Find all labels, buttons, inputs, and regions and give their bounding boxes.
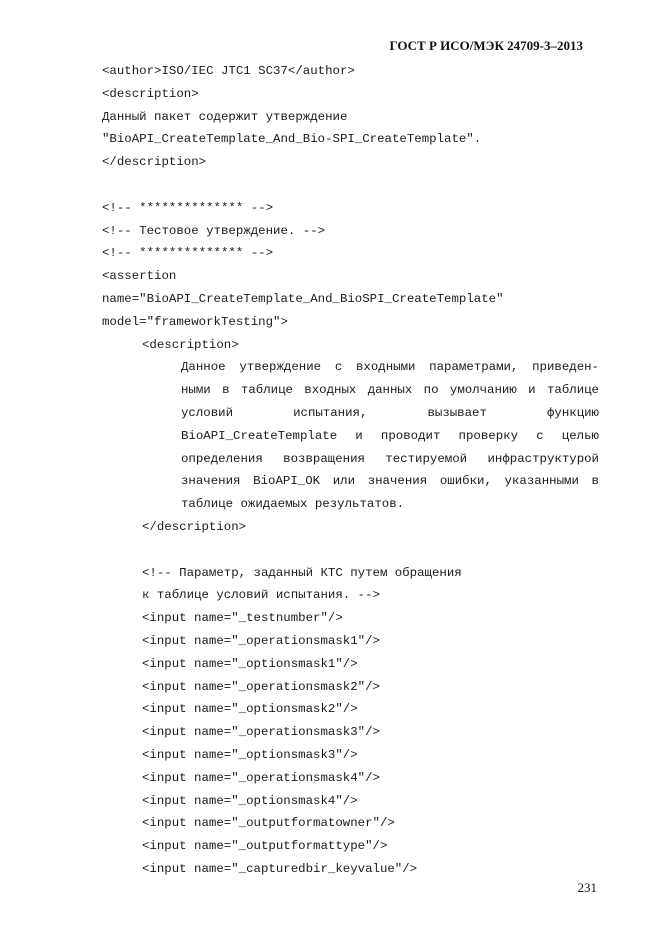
inner-description-line: определения возвращения тестируемой инфраструктурой xyxy=(181,451,599,466)
blank-line xyxy=(102,174,602,197)
input-tag-line: <input name="_outputformattype"/> xyxy=(142,839,388,854)
description-close-tag: </description> xyxy=(102,155,207,170)
inner-description-line: BioAPI_CreateTemplate и проводит проверку с целью xyxy=(181,428,599,443)
comment-stars-line: <!-- ************** --> xyxy=(102,200,274,215)
inner-description-line: условий испытания, вызывает функцию xyxy=(181,405,599,420)
comment-test-line: <!-- Тестовое утверждение. --> xyxy=(102,223,326,238)
inner-description-line: ными в таблице входных данных по умолчанию и таблице xyxy=(181,383,599,398)
input-tag-line: <input name="_operationsmask1"/> xyxy=(142,633,380,648)
assertion-model-attr: model="frameworkTesting"> xyxy=(102,314,288,329)
input-tag-line: <input name="_operationsmask2"/> xyxy=(142,679,380,694)
input-tag-line: <input name="_optionsmask3"/> xyxy=(142,747,358,762)
description-open-tag: <description> xyxy=(102,86,199,101)
inner-description-open-tag: <description> xyxy=(142,337,239,352)
code-listing xyxy=(102,60,602,881)
input-tag-line: <input name="_operationsmask3"/> xyxy=(142,725,380,740)
input-tag-line: <input name="_optionsmask2"/> xyxy=(142,702,358,717)
author-line: <author>ISO/IEC JTC1 SC37</author> xyxy=(102,64,355,78)
input-tag-line: <input name="_capturedbir_keyvalue"/> xyxy=(142,861,418,876)
page-number: 231 xyxy=(577,880,597,895)
assertion-open-tag: <assertion xyxy=(102,269,177,284)
description-text-line: Данный пакет содержит утверждение xyxy=(102,109,348,124)
param-comment-line: к таблице условий испытания. --> xyxy=(142,588,380,603)
blank-line xyxy=(102,539,602,562)
description-text-line: "BioAPI_CreateTemplate_And_Bio-SPI_CreateTemplate". xyxy=(102,132,482,147)
comment-stars-line: <!-- ************** --> xyxy=(102,246,274,261)
input-tag-line: <input name="_operationsmask4"/> xyxy=(142,770,380,785)
assertion-name-attr: name="BioAPI_CreateTemplate_And_BioSPI_CreateTemplate" xyxy=(102,291,504,306)
inner-description-line: таблице ожидаемых результатов. xyxy=(181,497,405,512)
input-tag-line: <input name="_optionsmask1"/> xyxy=(142,656,358,671)
inner-description-close-tag: </description> xyxy=(142,519,247,534)
input-tag-line: <input name="_testnumber"/> xyxy=(142,611,343,626)
inner-description-line: значения BioAPI_OK или значения ошибки, указанными в xyxy=(181,474,599,489)
inner-description-line: Данное утверждение с входными параметрами, приведен- xyxy=(181,360,599,375)
param-comment-line: <!-- Параметр, заданный КТС путем обращения xyxy=(142,565,462,580)
input-tag-line: <input name="_optionsmask4"/> xyxy=(142,793,358,808)
input-tag-line: <input name="_outputformatowner"/> xyxy=(142,816,395,831)
document-header: ГОСТ Р ИСО/МЭК 24709-3–2013 xyxy=(389,38,583,53)
